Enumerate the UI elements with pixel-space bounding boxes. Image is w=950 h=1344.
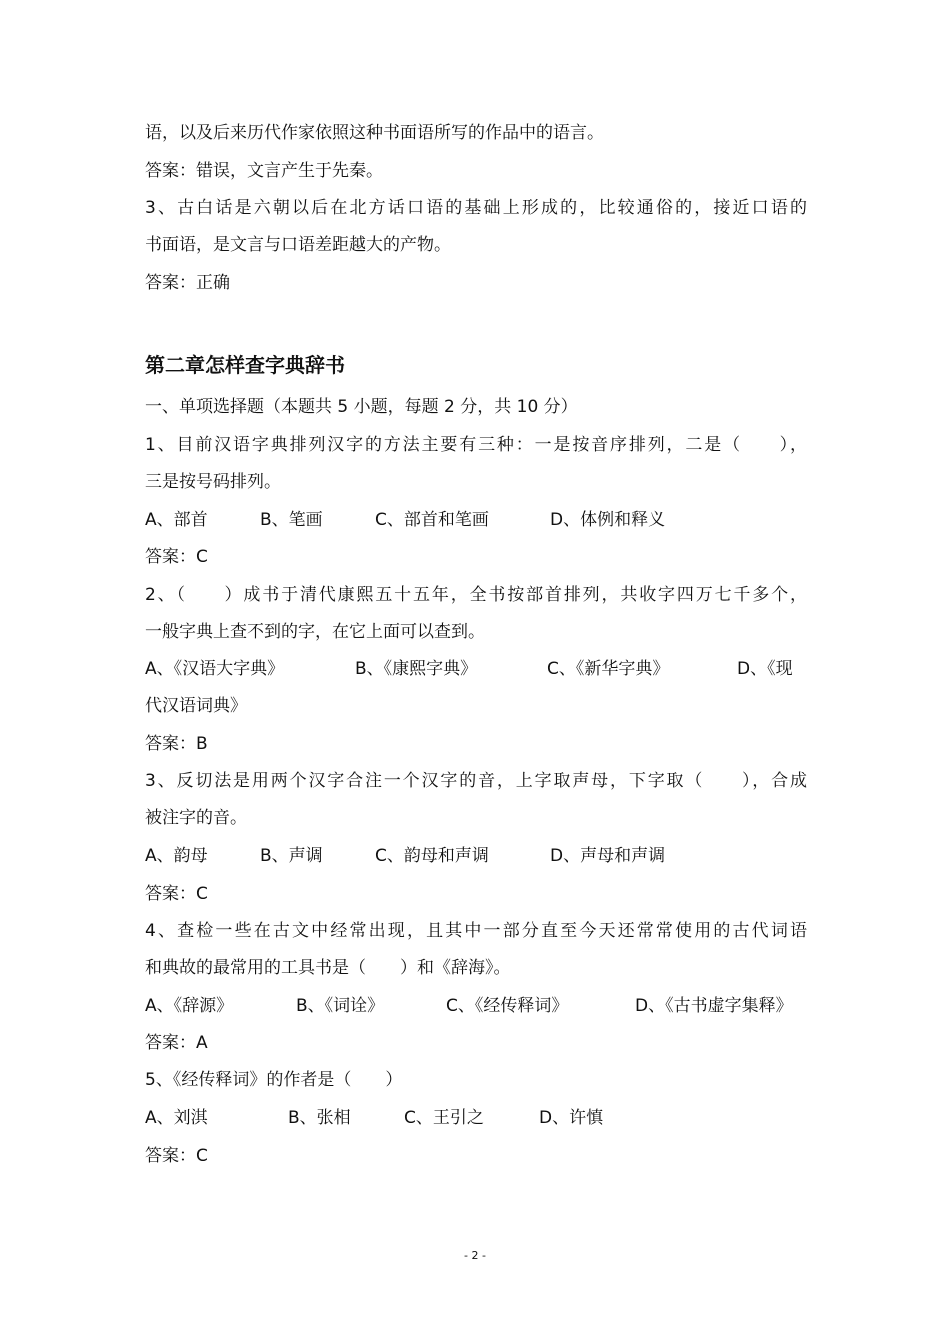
- option-d: D、《现: [737, 659, 793, 679]
- option-a: A、刘淇: [145, 1108, 208, 1128]
- option-d: D、体例和释义: [550, 510, 666, 530]
- option-b: B、《词诠》: [296, 996, 385, 1016]
- question-line: 2、（ ）成书于清代康熙五十五年，全书按部首排列，共收字四万七千多个，: [145, 585, 807, 605]
- option-a: A、韵母: [145, 846, 208, 866]
- question-line: 和典故的最常用的工具书是（ ）和《辞海》。: [145, 958, 511, 978]
- option-b: B、《康熙字典》: [355, 659, 478, 679]
- page-number: - 2 -: [464, 1249, 486, 1262]
- answer-line: 答案：C: [145, 884, 208, 904]
- question-line: 一般字典上查不到的字，在它上面可以查到。: [145, 622, 485, 642]
- option-d: D、许慎: [539, 1108, 604, 1128]
- option-c: C、《经传释词》: [446, 996, 569, 1016]
- question-line: 5、《经传释词》的作者是（ ）: [145, 1070, 403, 1090]
- option-c: C、部首和笔画: [375, 510, 489, 530]
- option-b: B、张相: [288, 1108, 351, 1128]
- answer-line: 答案：正确: [145, 273, 230, 293]
- option-a: A、部首: [145, 510, 208, 530]
- option-a: A、《汉语大字典》: [145, 659, 285, 679]
- answer-line: 答案：错误，文言产生于先秦。: [145, 161, 383, 181]
- option-c: C、韵母和声调: [375, 846, 489, 866]
- question-line: 3、反切法是用两个汉字合注一个汉字的音，上字取声母，下字取（ ），合成: [145, 771, 807, 791]
- option-continuation: 代汉语词典》: [145, 696, 247, 716]
- question-line: 1、目前汉语字典排列汉字的方法主要有三种：一是按音序排列，二是（ ），: [145, 435, 807, 455]
- section-title: 一、单项选择题（本题共 5 小题，每题 2 分，共 10 分）: [145, 397, 578, 417]
- question-line: 三是按号码排列。: [145, 472, 281, 492]
- question-line: 被注字的音。: [145, 808, 247, 828]
- option-d: D、《古书虚字集释》: [635, 996, 793, 1016]
- question-line: 4、查检一些在古文中经常出现，且其中一部分直至今天还常常使用的古代词语: [145, 921, 807, 941]
- option-b: B、声调: [260, 846, 323, 866]
- answer-line: 答案：A: [145, 1033, 208, 1053]
- chapter-title: 第二章怎样查字典辞书: [145, 353, 345, 377]
- option-a: A、《辞源》: [145, 996, 234, 1016]
- option-c: C、《新华字典》: [547, 659, 670, 679]
- option-c: C、王引之: [404, 1108, 484, 1128]
- question-line: 书面语，是文言与口语差距越大的产物。: [145, 235, 451, 255]
- answer-line: 答案：B: [145, 734, 208, 754]
- option-b: B、笔画: [260, 510, 323, 530]
- answer-line: 答案：C: [145, 547, 208, 567]
- option-d: D、声母和声调: [550, 846, 666, 866]
- answer-line: 答案：C: [145, 1146, 208, 1166]
- question-line: 3、古白话是六朝以后在北方话口语的基础上形成的，比较通俗的，接近口语的: [145, 198, 807, 218]
- paragraph-line: 语，以及后来历代作家依照这种书面语所写的作品中的语言。: [145, 123, 604, 143]
